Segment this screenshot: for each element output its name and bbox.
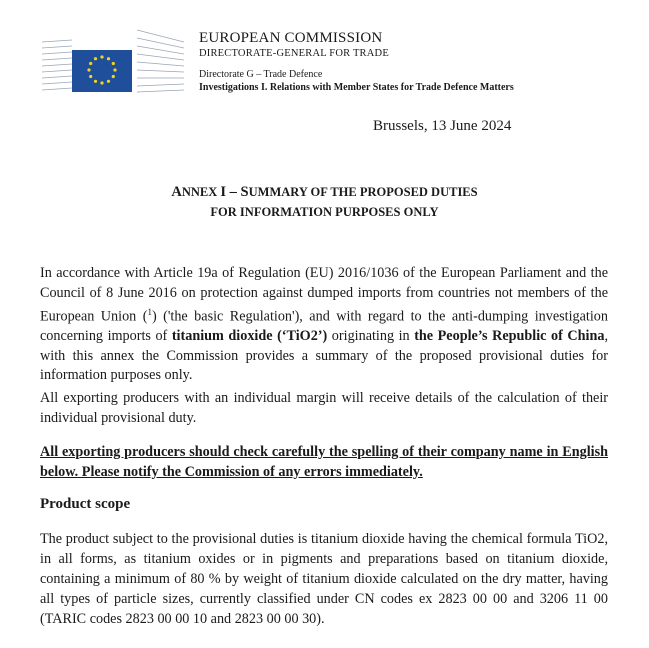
footnote-ref: 1 [147,307,152,317]
intro-text: , with this annex the Commission provides a summary of the proposed provisional duties for information purposes only. [40,328,608,384]
letterhead [199,29,514,93]
organization-name: EUROPEAN COMMISSION [199,30,383,46]
product-scope-heading: Product scope [40,496,131,512]
document-date: Brussels, 13 June 2024 [373,118,512,134]
margin-paragraph: All exporting producers with an individual margin will receive details of the calculation of their individual provisional duty. [40,390,608,426]
product-name: titanium dioxide (‘TiO2’) [171,328,328,345]
intro-text: originating in [327,328,415,345]
annex-title-part: UMMARY OF THE PROPOSED DUTIES [248,185,478,199]
annex-title [0,182,649,222]
annex-title-line1 [0,182,649,202]
intro-text: In accordance with Article 19a of Regulation (EU) 2016/1036 of the European Parliament and the Council of 8 June 2016 on protection against dumped imports from countries not members of the European Union ( [40,265,608,325]
product-scope-paragraph: The product subject to the provisional duties is titanium dioxide having the chemical formula TiO2, in all forms, as titanium oxides or in pigments and preparations based on titanium dioxide, containing a minimum of 80 % by weight of titanium dioxide calculated on the dry matter, having all types of particle sizes, currently classified under CN codes ex 2823 00 00 and 3206 11 00 (TARIC codes 2823 00 00 10 and 2823 00 00 30). [40,531,608,627]
directorate: Directorate G – Trade Defence [199,69,323,80]
annex-title-part: I – S [220,184,249,200]
intro-text: ) ('the basic Regulation'), and with regard to the anti-dumping investigation concerning imports of [40,308,608,345]
ec-logo-graphic [42,22,184,94]
directorate-general: DIRECTORATE-GENERAL FOR TRADE [199,48,389,59]
spelling-notice: All exporting producers should check carefully the spelling of their company name in English below. Please notify the Commission of any errors immediately. [40,444,608,480]
country-name: the People’s Republic of China [414,328,605,345]
unit-name: Investigations I. Relations with Member States for Trade Defence Matters [199,82,514,93]
ec-logo [42,22,184,94]
annex-title-part: NNEX [181,185,221,199]
intro-paragraph [40,264,608,386]
annex-title-part: A [171,184,182,200]
annex-title-line2: FOR INFORMATION PURPOSES ONLY [210,205,439,219]
